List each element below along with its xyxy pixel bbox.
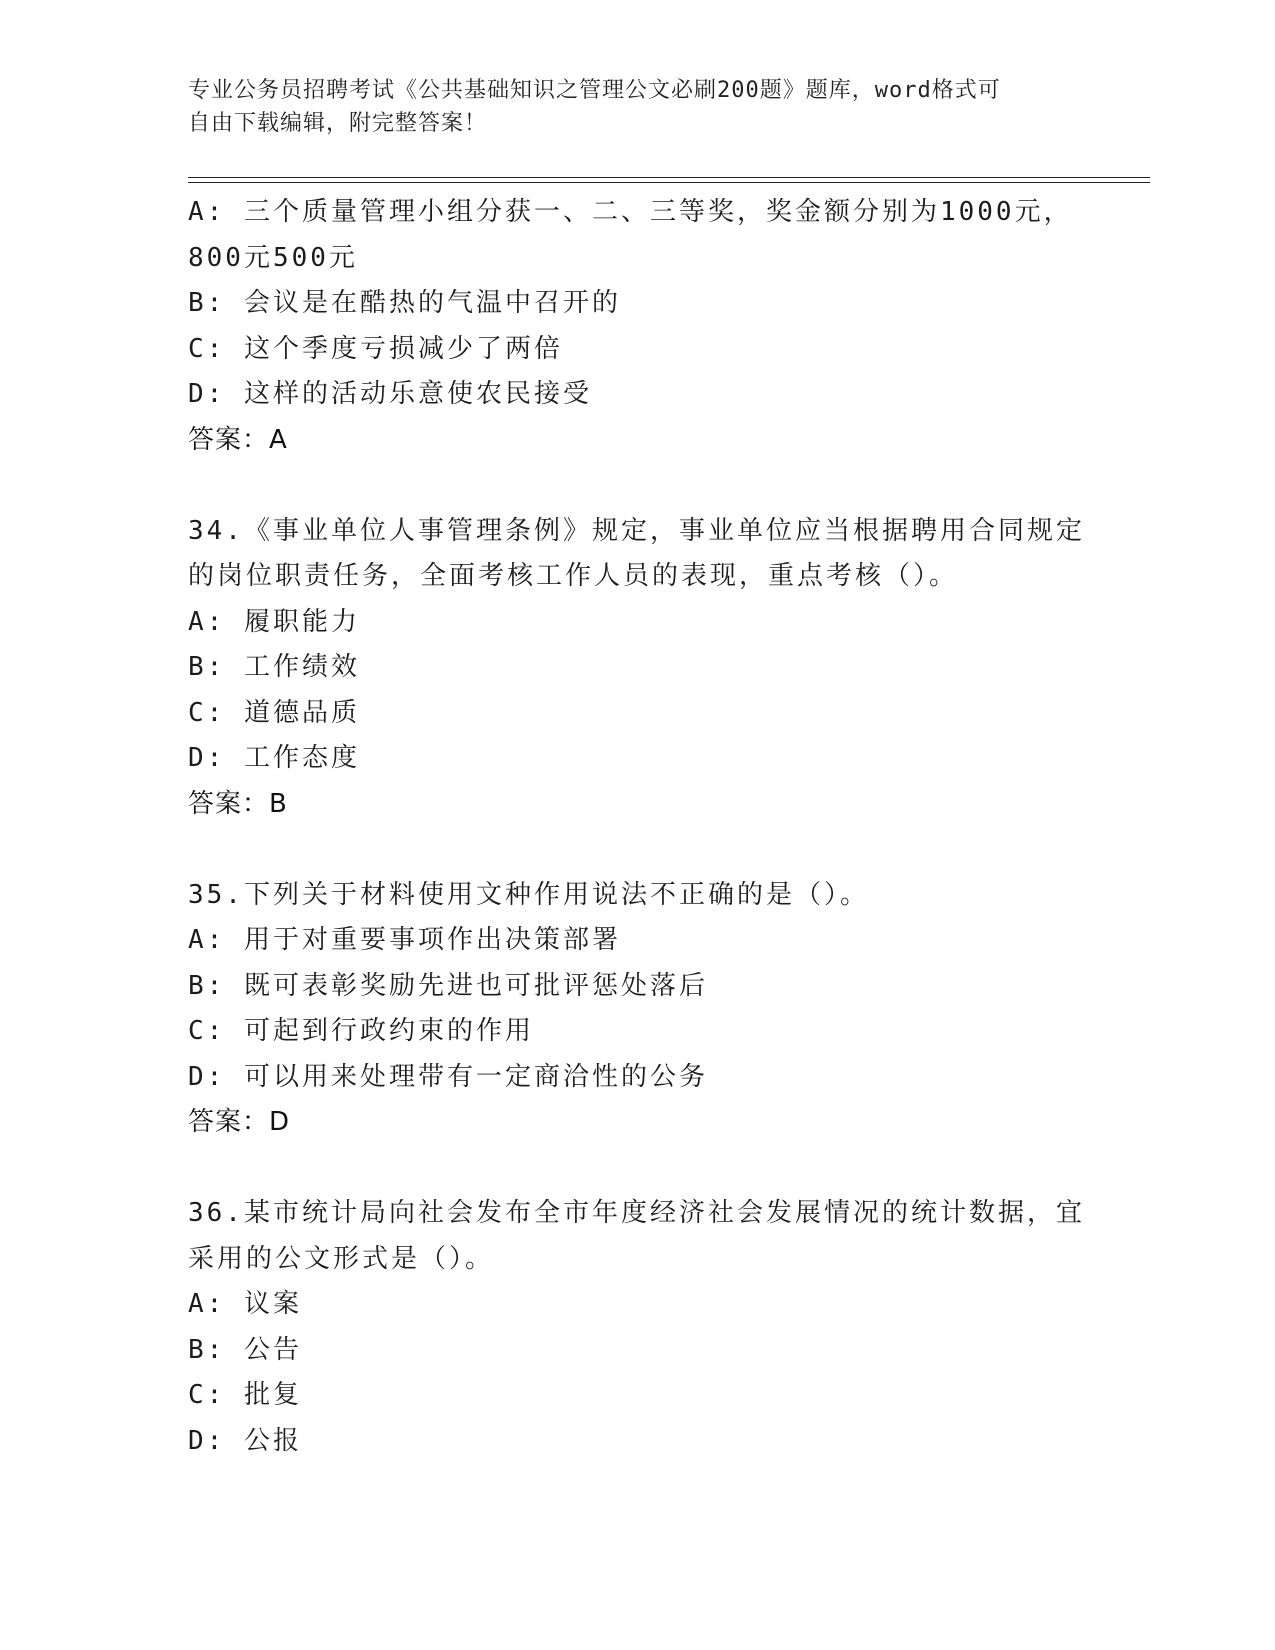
option-d: D: 可以用来处理带有一定商洽性的公务 xyxy=(188,1061,708,1092)
question-text-line-1: 34.《事业单位人事管理条例》规定，事业单位应当根据聘用合同规定 xyxy=(188,515,1085,546)
header-divider-bottom xyxy=(188,182,1150,183)
option-c: C: 这个季度亏损减少了两倍 xyxy=(188,333,563,364)
question-block-36 xyxy=(188,1191,1118,1464)
option-d: D: 公报 xyxy=(188,1425,302,1456)
option-d: D: 这样的活动乐意使农民接受 xyxy=(188,379,592,409)
question-text-line-2: 采用的公文形式是（）。 xyxy=(188,1243,495,1274)
option-a: A: 履职能力 xyxy=(188,606,360,637)
question-list xyxy=(188,190,1118,1464)
option-a: A: 议案 xyxy=(188,1289,302,1319)
option-a: A: 三个质量管理小组分获一、二、三等奖，奖金额分别为1000元， xyxy=(188,197,1073,227)
option-c: C: 可起到行政约束的作用 xyxy=(188,1016,534,1046)
answer-label: 答案：D xyxy=(188,1107,291,1137)
document-header xyxy=(188,74,1088,140)
question-block-35 xyxy=(188,873,1118,1146)
option-b: B: 工作绩效 xyxy=(188,652,360,682)
header-line-1: 专业公务员招聘考试《公共基础知识之管理公文必刷200题》题库，word格式可 xyxy=(188,78,1001,103)
header-divider-top xyxy=(188,177,1150,178)
question-block-34 xyxy=(188,509,1118,828)
question-text-line-1: 35.下列关于材料使用文种作用说法不正确的是（）。 xyxy=(188,879,869,910)
option-a: A: 用于对重要事项作出决策部署 xyxy=(188,925,621,955)
question-text-line-2: 的岗位职责任务，全面考核工作人员的表现，重点考核（）。 xyxy=(188,561,959,591)
question-block-33 xyxy=(188,190,1118,463)
answer-label: 答案：B xyxy=(188,788,288,819)
option-b: B: 既可表彰奖励先进也可批评惩处落后 xyxy=(188,970,708,1001)
option-a-continued: 800元500元 xyxy=(188,242,358,273)
option-d: D: 工作态度 xyxy=(188,743,360,773)
option-b: B: 公告 xyxy=(188,1334,302,1365)
option-c: C: 批复 xyxy=(188,1380,302,1410)
answer-label: 答案：A xyxy=(188,424,288,455)
option-b: B: 会议是在酷热的气温中召开的 xyxy=(188,288,621,318)
question-text-line-1: 36.某市统计局向社会发布全市年度经济社会发展情况的统计数据，宜 xyxy=(188,1198,1085,1228)
header-line-2: 自由下载编辑，附完整答案！ xyxy=(188,111,488,136)
option-c: C: 道德品质 xyxy=(188,697,360,728)
